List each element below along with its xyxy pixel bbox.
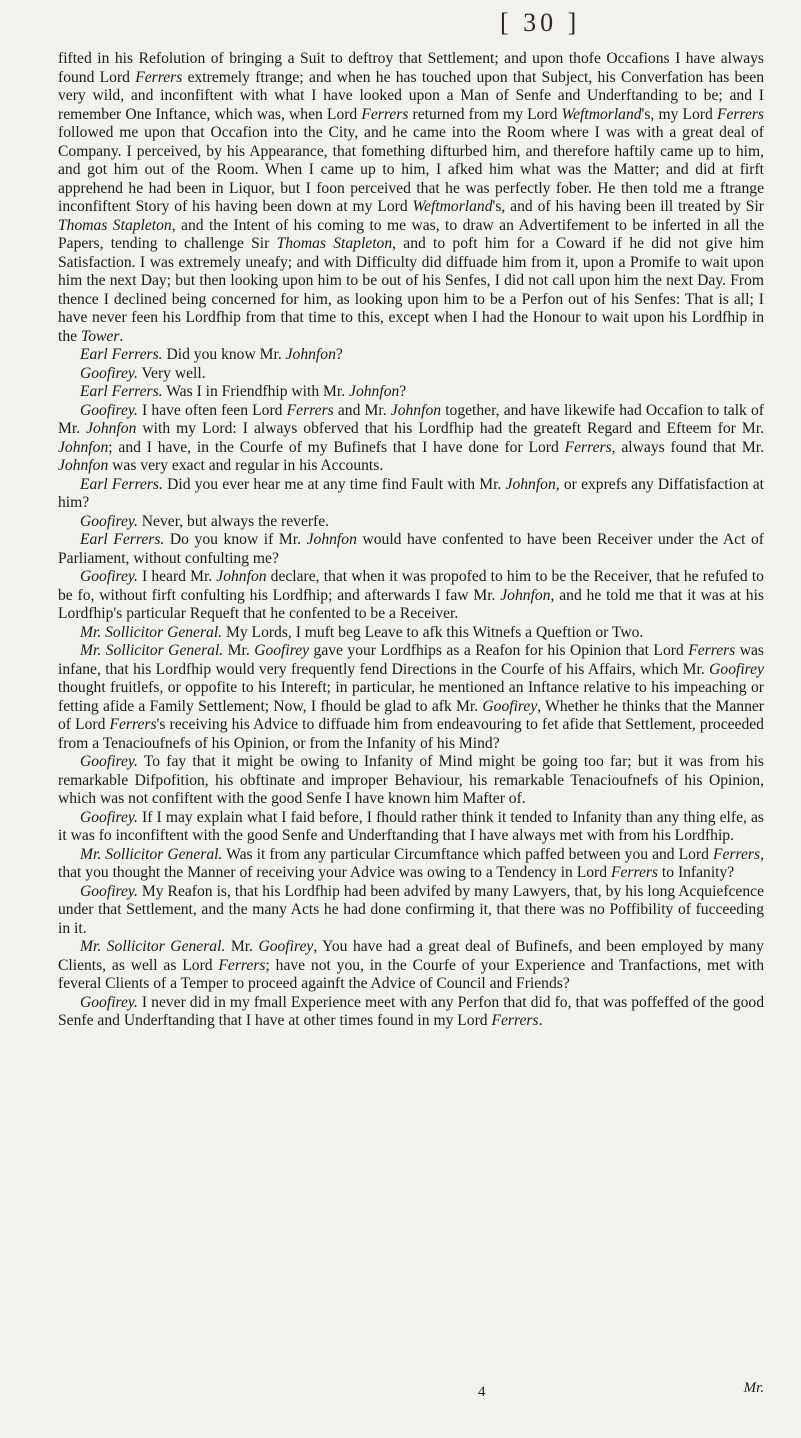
text-run: , and he told me that it was at his Lordfhip's particular Requeft that he confented to be a Receiver. [58,586,764,622]
italic-text: Goofirey. [80,993,138,1011]
italic-text: Goofirey. [80,882,138,900]
italic-text: Ferrers [135,68,183,86]
text-run: returned from my Lord [408,105,562,123]
text-run: ; have not you, in the Courfe of your Experience and Tranfactions, met with feveral Clients of a Temper to proceed againft the Advice of Council and Friends? [58,956,764,992]
text-run: Was I in Friendfhip with Mr. [162,383,350,400]
paragraph [58,365,764,384]
italic-text: Thomas Stapleton [58,216,172,234]
text-run: I heard Mr. [137,568,217,585]
italic-text: Mr. Sollicitor General. [80,845,223,863]
text-run: Was it from any particular Circumftance which paffed between you and Lord [222,845,713,863]
text-run: fifted in his Refolution of bringing a Suit to deftroy that Settlement; and upon thofe Occafions I have always found Lord [58,50,764,86]
paragraph [58,513,764,532]
italic-text: Johnfon [500,586,551,604]
italic-text: Ferrers [286,401,334,419]
paragraph [58,402,764,476]
signature-mark: 4 [478,1384,486,1400]
text-run: , and the Intent of his coming to me was, to draw an Advertifement to be inferted in all the Papers, tending to challenge Sir [58,216,764,252]
italic-text: Goofirey [709,660,764,678]
italic-text: Goofirey. [80,401,138,419]
paragraph [58,383,764,402]
italic-text: Johnfon [505,475,556,493]
text-run: , and to poft him for a Coward if he did not give him Satisfaction. I was extremely uneafy; and with Difficulty did diffuade him from it, upon a Promife to wait upon him the next Day; but then looking upon him to be out of his Senfes, I did not call upon him the next Day. From thence I declined being concerned for him, as looking upon him to be a Perfon out of his Senfes: That is all; I have never feen his Lordfhip from that time to this, except when I had the Honour to wait upon his Lordfhip in the [58,235,765,345]
italic-text: Ferrers [491,1012,539,1029]
italic-text: Ferrers [716,105,765,123]
italic-text: Ferrers [688,642,736,659]
text-run: To fay that it might be owing to Infanity of Mind might be going too far; but it was from his remarkable Difpofition, his obftinate and improper Behaviour, his remarkable Tenacioufnefs of his Opinion, which was not confiftent with the good Senfe I have known him Mafter of. [58,753,764,807]
page-footer [58,1380,764,1408]
italic-text: Goofirey. [80,568,138,585]
text-run: 's receiving his Advice to diffuade him from endeavouring to fet afide that Settlement, proceeded from a Tenacioufnefs of his Opinion, or from the Infanity of his Mind? [58,716,764,752]
italic-text: Johnfon [349,383,400,400]
paragraph [58,753,764,809]
page-number: [ 30 ] [500,8,581,37]
paragraph-continued [58,50,764,346]
catchword: Mr. [743,1380,764,1396]
italic-text: Goofirey. [80,512,138,530]
italic-text: Johnfon [86,420,137,437]
text-run: I never did in my fmall Experience meet with any Perfon that did fo, that was poffeffed of the good Senfe and Underftanding that I have at other times found in my Lord [58,993,764,1029]
text-run: , that you thought the Manner of receiving your Advice was owing to a Tendency in Lord [58,845,764,881]
italic-text: Johnfon [58,457,109,474]
text-run: My Reafon is, that his Lordfhip had been advifed by many Lawyers, that, by his long Acquiefcence under that Settlement, and the many Acts he had done confirming it, that there was no Poffibility of fucceeding in it. [58,882,764,937]
italic-text: Ferrers [713,845,761,863]
text-run: Never, but always the reverfe. [137,512,330,530]
italic-text: Johnfon [216,568,267,585]
text-run: Did you ever hear me at any time find Fault with Mr. [162,475,506,493]
text-run: extremely ftrange; and when he has touched upon that Subject, his Converfation has been very wild, and inconfiftent with what I have looked upon a Man of Senfe and Underftanding to be; and I remember One Inftance, which was, when Lord [58,68,764,123]
italic-text: Goofirey. [80,753,138,770]
text-run: Mr. [223,642,255,659]
text-run: was very exact and regular in his Accounts. [108,457,384,474]
italic-text: Goofirey [254,642,310,659]
text-run: Do you know if Mr. [164,531,307,548]
text-run: 's, and of his having been ill treated by Sir [492,198,764,215]
text-run: ? [399,383,407,400]
italic-text: Ferrers [564,438,612,456]
text-run: ; and I have, in the Courfe of my Bufinefs that I have done for Lord [108,438,565,456]
text-run: , Whether he thinks that the Manner of Lord [58,697,764,733]
paragraph [58,809,764,846]
text-run: to Infanity? [658,864,735,881]
text-run: ? [335,346,343,363]
italic-text: Ferrers [109,716,157,733]
body-text [58,50,764,1031]
text-run: followed me upon that Occafion into the City, and he came into the Room where I was with a great deal of Company. I perceived, by his Appearance, that fomething difturbed him, and therefore haftily came up to him, and got him out of the Room. When I came up to him, I afked him what was the Matter; and did at firft apprehend he had been in Liquor, but I foon perceived that he was perfectly fober. He then told me a ftrange inconfiftent Story of his having been down at my Lord [58,124,764,215]
text-run: was infane, that his Lordfhip would very frequently fend Directions in the Courfe of his Affairs, which Mr. [58,642,764,678]
text-run: . [538,1012,543,1029]
text-run: thought fruitlefs, or oppofite to his Intereft; in particular, he mentioned an Inftance relative to his impeaching or fetting afide a Family Settlement; Now, I fhould be glad to afk Mr. [58,679,764,715]
italic-text: Earl Ferrers. [80,346,163,363]
paragraph [58,883,764,939]
text-run: would have confented to have been Receiver under the Act of Parliament, without confulting me? [58,531,764,567]
italic-text: Ferrers [361,105,409,123]
italic-text: Ferrers [218,956,266,974]
paragraph [58,846,764,883]
text-run: and Mr. [333,401,391,419]
text-run: gave your Lordfhips as a Reafon for his Opinion that Lord [309,642,689,659]
text-run: My Lords, I muft beg Leave to afk this Witnefs a Queftion or Two. [222,623,644,641]
italic-text: Goofirey. [80,364,138,382]
text-run: , You have had a great deal of Bufinefs, and been employed by many Clients, as well as Lord [58,938,764,974]
paragraph [58,476,764,513]
text-run: . [119,327,124,345]
text-run: Mr. [225,938,259,955]
italic-text: Johnfon [306,531,357,548]
italic-text: Thomas Stapleton [276,235,393,252]
italic-text: Goofirey. [80,808,138,826]
italic-text: Johnfon [285,346,336,363]
text-run: Very well. [137,364,206,382]
paragraph [58,346,764,365]
italic-text: Mr. Sollicitor General. [80,938,226,955]
italic-text: Johnfon [390,401,442,419]
italic-text: Mr. Sollicitor General. [80,623,223,641]
italic-text: Johnfon [58,438,109,456]
paragraph [58,568,764,624]
italic-text: Earl Ferrers. [80,383,163,400]
paragraph [58,624,764,643]
text-run: If I may explain what I faid before, I fhould rather think it tended to Infanity than any thing elfe, as it was fo inconfiftent with the good Senfe and Underftanding that I have always met with from his Lordfhip. [58,808,764,844]
paragraph [58,994,764,1031]
text-run: declare, that when it was propofed to him to be the Receiver, that he refufed to be fo, without firft confulting his Lordfhip; and afterwards I faw Mr. [58,568,764,604]
italic-text: Goofirey [482,697,538,715]
text-run: 's, my Lord [641,105,717,123]
text-run: , or exprefs any Diffatisfaction at him? [58,475,764,511]
italic-text: Tower [80,327,120,345]
text-run: Did you know Mr. [162,346,286,363]
text-run: together, and have likewife had Occafion to talk of Mr. [58,401,764,437]
paragraph [58,642,764,753]
text-run: I have often feen Lord [137,401,287,419]
paragraph [58,938,764,994]
italic-text: Ferrers [610,864,659,881]
italic-text: Mr. Sollicitor General. [80,642,224,659]
italic-text: Earl Ferrers. [80,475,163,493]
text-run: with my Lord: I always obferved that his Lordfhip had the greateft Regard and Efteem for Mr. [136,420,764,437]
italic-text: Weftmorland [561,105,642,123]
italic-text: Earl Ferrers. [80,531,165,548]
italic-text: Weftmorland [412,198,493,215]
italic-text: Goofirey [258,938,314,955]
paragraph [58,531,764,568]
text-run: , always found that Mr. [611,438,764,456]
